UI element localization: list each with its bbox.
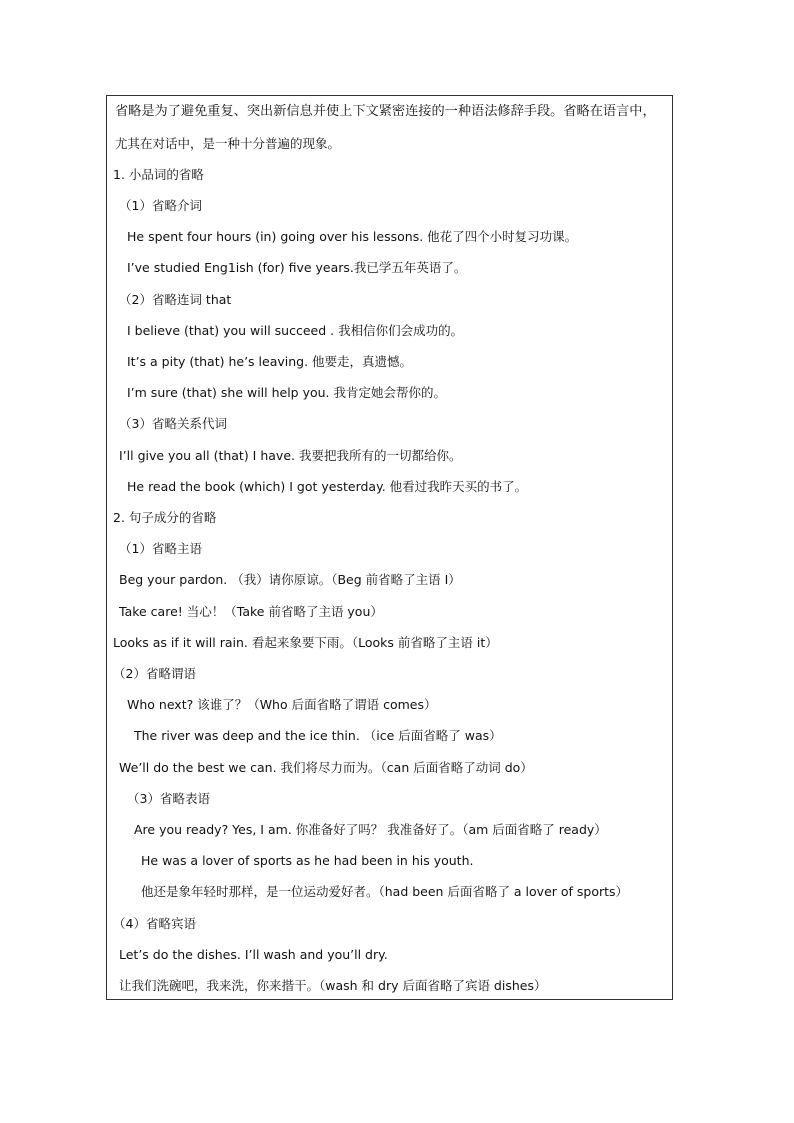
example-line: I’ve studied Eng1ish (for) five years.我已学五年英语了。 — [127, 260, 467, 275]
example-line: Let’s do the dishes. I’ll wash and you’ll dry. — [119, 947, 388, 962]
example-line: Beg your pardon. （我）请你原谅。（Beg 前省略了主语 I） — [119, 572, 461, 587]
example-line: I’m sure (that) she will help you. 我肯定她会帮你的。 — [127, 385, 447, 400]
section-2-title: 2. 句子成分的省略 — [113, 510, 217, 525]
section-1-sub-2-title: （2）省略连词 that — [119, 292, 232, 307]
section-2-sub-4-title: （4）省略宾语 — [113, 916, 196, 931]
example-line: 让我们洗碗吧，我来洗，你来揩干。（wash 和 dry 后面省略了宾语 dishes） — [119, 978, 547, 993]
example-line: Are you ready? Yes, I am. 你准备好了吗？ 我准备好了。（am 后面省略了 ready） — [134, 822, 607, 837]
example-line: Take care! 当心！（Take 前省略了主语 you） — [119, 604, 383, 619]
example-line: I believe (that) you will succeed . 我相信你们会成功的。 — [127, 323, 464, 338]
example-line: He read the book (which) I got yesterday. 他看过我昨天买的书了。 — [127, 479, 528, 494]
example-line: He spent four hours (in) going over his lessons. 他花了四个小时复习功课。 — [127, 229, 578, 244]
section-2-sub-3-title: （3）省略表语 — [127, 791, 210, 806]
example-line: We’ll do the best we can. 我们将尽力而为。（can 后面省略了动词 do） — [119, 760, 533, 775]
intro-line-1: 省略是为了避免重复、突出新信息并使上下文紧密连接的一种语法修辞手段。省略在语言中， — [115, 104, 656, 119]
section-1-sub-1-title: （1）省略介词 — [119, 198, 202, 213]
example-line: He was a lover of sports as he had been in his youth. — [141, 853, 474, 868]
intro-line-2: 尤其在对话中，是一种十分普遍的现象。 — [115, 136, 341, 151]
section-1-sub-3-title: （3）省略关系代词 — [119, 416, 227, 431]
example-line: I’ll give you all (that) I have. 我要把我所有的一切都给你。 — [119, 448, 462, 463]
section-2-sub-2-title: （2）省略谓语 — [113, 666, 196, 681]
example-line: The river was deep and the ice thin. （ice 后面省略了 was） — [134, 728, 502, 743]
example-line: 他还是象年轻时那样，是一位运动爱好者。（had been 后面省略了 a lover of sports） — [141, 884, 629, 899]
example-line: It’s a pity (that) he’s leaving. 他要走，真遗憾。 — [127, 354, 413, 369]
example-line: Looks as if it will rain. 看起来象要下雨。（Looks 前省略了主语 it） — [113, 635, 498, 650]
section-1-title: 1. 小品词的省略 — [113, 167, 204, 182]
example-line: Who next? 该谁了？（Who 后面省略了谓语 comes） — [127, 697, 437, 712]
section-2-sub-1-title: （1）省略主语 — [119, 541, 202, 556]
